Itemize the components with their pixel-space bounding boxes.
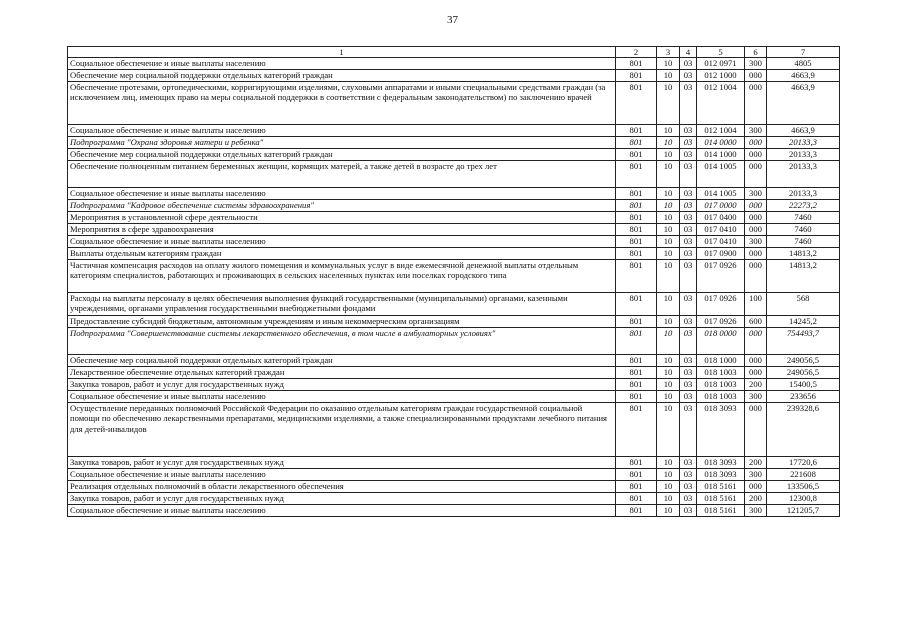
ministry-code: 801 bbox=[616, 188, 657, 200]
ministry-code: 801 bbox=[616, 403, 657, 457]
table-row bbox=[68, 137, 840, 149]
row-name: Частичная компенсация расходов на оплату жилого помещения и коммунальных услуг в виде ежемесячной денежной выплаты отдельным категориям специалистов, работающих и проживающих в сельских населенных пунктах или поселках городского типа bbox=[68, 260, 616, 293]
amount: 4663,9 bbox=[767, 82, 840, 125]
ministry-code: 801 bbox=[616, 493, 657, 505]
section-code: 10 bbox=[657, 293, 680, 316]
expense-type-code: 300 bbox=[745, 391, 767, 403]
row-name: Мероприятия в сфере здравоохранения bbox=[68, 224, 616, 236]
row-name: Обеспечение полноценным питанием беременных женщин, кормящих матерей, а также детей в возрасте до трех лет bbox=[68, 161, 616, 188]
amount: 7460 bbox=[767, 236, 840, 248]
row-name: Подпрограмма "Кадровое обеспечение системы здравоохранения" bbox=[68, 200, 616, 212]
expense-type-code: 000 bbox=[745, 355, 767, 367]
row-name: Осуществление переданных полномочий Российской Федерации по оказанию отдельным категориям граждан государственной социальной помощи по обеспечению лекарственными препаратами, медицинскими изделиями, а также специализированными продуктами лечебного питания для детей-инвалидов bbox=[68, 403, 616, 457]
column-number: 1 bbox=[68, 47, 616, 58]
expense-type-code: 000 bbox=[745, 248, 767, 260]
amount: 15400,5 bbox=[767, 379, 840, 391]
target-article-code: 012 0971 bbox=[697, 58, 745, 70]
target-article-code: 017 0410 bbox=[697, 224, 745, 236]
subsection-code: 03 bbox=[680, 493, 697, 505]
subsection-code: 03 bbox=[680, 457, 697, 469]
subsection-code: 03 bbox=[680, 188, 697, 200]
page-number: 37 bbox=[447, 14, 458, 26]
ministry-code: 801 bbox=[616, 248, 657, 260]
section-code: 10 bbox=[657, 137, 680, 149]
expense-type-code: 000 bbox=[745, 82, 767, 125]
section-code: 10 bbox=[657, 70, 680, 82]
section-code: 10 bbox=[657, 403, 680, 457]
amount: 4663,9 bbox=[767, 125, 840, 137]
section-code: 10 bbox=[657, 379, 680, 391]
table-row bbox=[68, 355, 840, 367]
subsection-code: 03 bbox=[680, 236, 697, 248]
expense-type-code: 000 bbox=[745, 200, 767, 212]
ministry-code: 801 bbox=[616, 125, 657, 137]
subsection-code: 03 bbox=[680, 149, 697, 161]
target-article-code: 017 0900 bbox=[697, 248, 745, 260]
row-name: Расходы на выплаты персоналу в целях обеспечения выполнения функций государственными (муниципальными) органами, казенными учреждениями, органами управления государственными внебюджетными фондами bbox=[68, 293, 616, 316]
amount: 233656 bbox=[767, 391, 840, 403]
expense-type-code: 000 bbox=[745, 161, 767, 188]
row-name: Обеспечение мер социальной поддержки отдельных категорий граждан bbox=[68, 149, 616, 161]
expense-type-code: 000 bbox=[745, 403, 767, 457]
ministry-code: 801 bbox=[616, 200, 657, 212]
subsection-code: 03 bbox=[680, 161, 697, 188]
expense-type-code: 000 bbox=[745, 224, 767, 236]
expense-type-code: 000 bbox=[745, 212, 767, 224]
table-row bbox=[68, 260, 840, 293]
subsection-code: 03 bbox=[680, 200, 697, 212]
table-row bbox=[68, 161, 840, 188]
row-name: Закупка товаров, работ и услуг для государственных нужд bbox=[68, 379, 616, 391]
row-name: Предоставление субсидий бюджетным, автономным учреждениям и иным некоммерческим организациям bbox=[68, 316, 616, 328]
row-name: Социальное обеспечение и иные выплаты населению bbox=[68, 188, 616, 200]
expense-type-code: 000 bbox=[745, 149, 767, 161]
subsection-code: 03 bbox=[680, 58, 697, 70]
table-row bbox=[68, 391, 840, 403]
target-article-code: 018 1000 bbox=[697, 355, 745, 367]
expense-type-code: 300 bbox=[745, 188, 767, 200]
target-article-code: 018 5161 bbox=[697, 481, 745, 493]
table-row bbox=[68, 224, 840, 236]
amount: 14813,2 bbox=[767, 248, 840, 260]
subsection-code: 03 bbox=[680, 70, 697, 82]
amount: 17720,6 bbox=[767, 457, 840, 469]
expense-type-code: 000 bbox=[745, 260, 767, 293]
ministry-code: 801 bbox=[616, 212, 657, 224]
subsection-code: 03 bbox=[680, 379, 697, 391]
section-code: 10 bbox=[657, 505, 680, 517]
amount: 249056,5 bbox=[767, 367, 840, 379]
subsection-code: 03 bbox=[680, 469, 697, 481]
section-code: 10 bbox=[657, 125, 680, 137]
budget-table bbox=[67, 46, 840, 517]
section-code: 10 bbox=[657, 224, 680, 236]
section-code: 10 bbox=[657, 82, 680, 125]
section-code: 10 bbox=[657, 481, 680, 493]
subsection-code: 03 bbox=[680, 82, 697, 125]
table-row bbox=[68, 403, 840, 457]
section-code: 10 bbox=[657, 328, 680, 355]
section-code: 10 bbox=[657, 248, 680, 260]
section-code: 10 bbox=[657, 260, 680, 293]
row-name: Закупка товаров, работ и услуг для государственных нужд bbox=[68, 493, 616, 505]
amount: 133506,5 bbox=[767, 481, 840, 493]
row-name: Закупка товаров, работ и услуг для государственных нужд bbox=[68, 457, 616, 469]
subsection-code: 03 bbox=[680, 212, 697, 224]
section-code: 10 bbox=[657, 316, 680, 328]
target-article-code: 018 3093 bbox=[697, 403, 745, 457]
ministry-code: 801 bbox=[616, 481, 657, 493]
amount: 20133,3 bbox=[767, 161, 840, 188]
target-article-code: 017 0926 bbox=[697, 260, 745, 293]
subsection-code: 03 bbox=[680, 367, 697, 379]
table-row bbox=[68, 367, 840, 379]
expense-type-code: 300 bbox=[745, 505, 767, 517]
table-row bbox=[68, 505, 840, 517]
ministry-code: 801 bbox=[616, 293, 657, 316]
column-number: 7 bbox=[767, 47, 840, 58]
amount: 14245,2 bbox=[767, 316, 840, 328]
amount: 221608 bbox=[767, 469, 840, 481]
row-name: Лекарственное обеспечение отдельных категорий граждан bbox=[68, 367, 616, 379]
expense-type-code: 000 bbox=[745, 481, 767, 493]
section-code: 10 bbox=[657, 493, 680, 505]
section-code: 10 bbox=[657, 200, 680, 212]
row-name: Социальное обеспечение и иные выплаты населению bbox=[68, 505, 616, 517]
section-code: 10 bbox=[657, 391, 680, 403]
column-number: 5 bbox=[697, 47, 745, 58]
table-row bbox=[68, 236, 840, 248]
target-article-code: 018 3093 bbox=[697, 469, 745, 481]
amount: 7460 bbox=[767, 224, 840, 236]
row-name: Мероприятия в установленной сфере деятельности bbox=[68, 212, 616, 224]
table-row bbox=[68, 58, 840, 70]
target-article-code: 017 0410 bbox=[697, 236, 745, 248]
expense-type-code: 000 bbox=[745, 137, 767, 149]
row-name: Социальное обеспечение и иные выплаты населению bbox=[68, 391, 616, 403]
ministry-code: 801 bbox=[616, 82, 657, 125]
section-code: 10 bbox=[657, 161, 680, 188]
target-article-code: 018 5161 bbox=[697, 493, 745, 505]
row-name: Выплаты отдельным категориям граждан bbox=[68, 248, 616, 260]
ministry-code: 801 bbox=[616, 161, 657, 188]
subsection-code: 03 bbox=[680, 293, 697, 316]
subsection-code: 03 bbox=[680, 328, 697, 355]
subsection-code: 03 bbox=[680, 248, 697, 260]
table-body bbox=[68, 58, 840, 517]
section-code: 10 bbox=[657, 58, 680, 70]
table-row bbox=[68, 457, 840, 469]
subsection-code: 03 bbox=[680, 481, 697, 493]
amount: 4805 bbox=[767, 58, 840, 70]
target-article-code: 014 1000 bbox=[697, 149, 745, 161]
table-row bbox=[68, 328, 840, 355]
ministry-code: 801 bbox=[616, 457, 657, 469]
table-row bbox=[68, 493, 840, 505]
amount: 121205,7 bbox=[767, 505, 840, 517]
ministry-code: 801 bbox=[616, 149, 657, 161]
row-name: Подпрограмма "Охрана здоровья матери и ребенка" bbox=[68, 137, 616, 149]
amount: 14813,2 bbox=[767, 260, 840, 293]
expense-type-code: 000 bbox=[745, 70, 767, 82]
table-row bbox=[68, 481, 840, 493]
table-row bbox=[68, 188, 840, 200]
section-code: 10 bbox=[657, 355, 680, 367]
ministry-code: 801 bbox=[616, 355, 657, 367]
section-code: 10 bbox=[657, 469, 680, 481]
target-article-code: 014 0000 bbox=[697, 137, 745, 149]
ministry-code: 801 bbox=[616, 391, 657, 403]
ministry-code: 801 bbox=[616, 328, 657, 355]
column-number: 6 bbox=[745, 47, 767, 58]
target-article-code: 014 1005 bbox=[697, 188, 745, 200]
ministry-code: 801 bbox=[616, 505, 657, 517]
ministry-code: 801 bbox=[616, 224, 657, 236]
row-name: Социальное обеспечение и иные выплаты населению bbox=[68, 125, 616, 137]
section-code: 10 bbox=[657, 188, 680, 200]
target-article-code: 018 1003 bbox=[697, 367, 745, 379]
amount: 568 bbox=[767, 293, 840, 316]
table-row bbox=[68, 379, 840, 391]
row-name: Социальное обеспечение и иные выплаты населению bbox=[68, 469, 616, 481]
amount: 754493,7 bbox=[767, 328, 840, 355]
amount: 249056,5 bbox=[767, 355, 840, 367]
ministry-code: 801 bbox=[616, 379, 657, 391]
amount: 12300,8 bbox=[767, 493, 840, 505]
expense-type-code: 000 bbox=[745, 367, 767, 379]
target-article-code: 012 1004 bbox=[697, 125, 745, 137]
column-number: 4 bbox=[680, 47, 697, 58]
target-article-code: 017 0400 bbox=[697, 212, 745, 224]
ministry-code: 801 bbox=[616, 316, 657, 328]
expense-type-code: 200 bbox=[745, 379, 767, 391]
ministry-code: 801 bbox=[616, 236, 657, 248]
expense-type-code: 600 bbox=[745, 316, 767, 328]
amount: 20133,3 bbox=[767, 149, 840, 161]
target-article-code: 012 1000 bbox=[697, 70, 745, 82]
target-article-code: 018 1003 bbox=[697, 391, 745, 403]
table-row bbox=[68, 293, 840, 316]
ministry-code: 801 bbox=[616, 469, 657, 481]
target-article-code: 018 5161 bbox=[697, 505, 745, 517]
subsection-code: 03 bbox=[680, 391, 697, 403]
target-article-code: 018 1003 bbox=[697, 379, 745, 391]
expense-type-code: 200 bbox=[745, 493, 767, 505]
subsection-code: 03 bbox=[680, 403, 697, 457]
ministry-code: 801 bbox=[616, 367, 657, 379]
table-row bbox=[68, 149, 840, 161]
row-name: Реализация отдельных полномочий в области лекарственного обеспечения bbox=[68, 481, 616, 493]
ministry-code: 801 bbox=[616, 260, 657, 293]
target-article-code: 017 0926 bbox=[697, 293, 745, 316]
expense-type-code: 300 bbox=[745, 58, 767, 70]
expense-type-code: 200 bbox=[745, 457, 767, 469]
subsection-code: 03 bbox=[680, 505, 697, 517]
subsection-code: 03 bbox=[680, 137, 697, 149]
row-name: Обеспечение мер социальной поддержки отдельных категорий граждан bbox=[68, 70, 616, 82]
expense-type-code: 300 bbox=[745, 469, 767, 481]
target-article-code: 018 0000 bbox=[697, 328, 745, 355]
target-article-code: 017 0000 bbox=[697, 200, 745, 212]
expense-type-code: 100 bbox=[745, 293, 767, 316]
row-name: Социальное обеспечение и иные выплаты населению bbox=[68, 58, 616, 70]
ministry-code: 801 bbox=[616, 137, 657, 149]
subsection-code: 03 bbox=[680, 316, 697, 328]
amount: 239328,6 bbox=[767, 403, 840, 457]
amount: 4663,9 bbox=[767, 70, 840, 82]
table-row bbox=[68, 70, 840, 82]
section-code: 10 bbox=[657, 457, 680, 469]
table-row bbox=[68, 248, 840, 260]
table-row bbox=[68, 82, 840, 125]
row-name: Обеспечение протезами, ортопедическими, корригирующими изделиями, слуховыми аппаратами и иными специальными средствами граждан (за исключением лиц, имеющих право на меры социальной поддержки в соответствии с федеральным законодательством) по заключению врачей bbox=[68, 82, 616, 125]
section-code: 10 bbox=[657, 367, 680, 379]
subsection-code: 03 bbox=[680, 125, 697, 137]
section-code: 10 bbox=[657, 236, 680, 248]
column-number-row bbox=[68, 47, 840, 58]
section-code: 10 bbox=[657, 149, 680, 161]
target-article-code: 014 1005 bbox=[697, 161, 745, 188]
subsection-code: 03 bbox=[680, 355, 697, 367]
expense-type-code: 300 bbox=[745, 125, 767, 137]
subsection-code: 03 bbox=[680, 260, 697, 293]
column-number: 3 bbox=[657, 47, 680, 58]
target-article-code: 017 0926 bbox=[697, 316, 745, 328]
amount: 22273,2 bbox=[767, 200, 840, 212]
amount: 20133,3 bbox=[767, 137, 840, 149]
row-name: Подпрограмма "Совершенствование системы лекарственного обеспечения, в том числе в амбулаторных условиях" bbox=[68, 328, 616, 355]
expense-type-code: 300 bbox=[745, 236, 767, 248]
ministry-code: 801 bbox=[616, 70, 657, 82]
table-row bbox=[68, 200, 840, 212]
table-row bbox=[68, 212, 840, 224]
subsection-code: 03 bbox=[680, 224, 697, 236]
table-row bbox=[68, 316, 840, 328]
row-name: Обеспечение мер социальной поддержки отдельных категорий граждан bbox=[68, 355, 616, 367]
target-article-code: 012 1004 bbox=[697, 82, 745, 125]
row-name: Социальное обеспечение и иные выплаты населению bbox=[68, 236, 616, 248]
ministry-code: 801 bbox=[616, 58, 657, 70]
table-row bbox=[68, 125, 840, 137]
amount: 20133,3 bbox=[767, 188, 840, 200]
amount: 7460 bbox=[767, 212, 840, 224]
expense-type-code: 000 bbox=[745, 328, 767, 355]
target-article-code: 018 3093 bbox=[697, 457, 745, 469]
section-code: 10 bbox=[657, 212, 680, 224]
column-number: 2 bbox=[616, 47, 657, 58]
table-row bbox=[68, 469, 840, 481]
